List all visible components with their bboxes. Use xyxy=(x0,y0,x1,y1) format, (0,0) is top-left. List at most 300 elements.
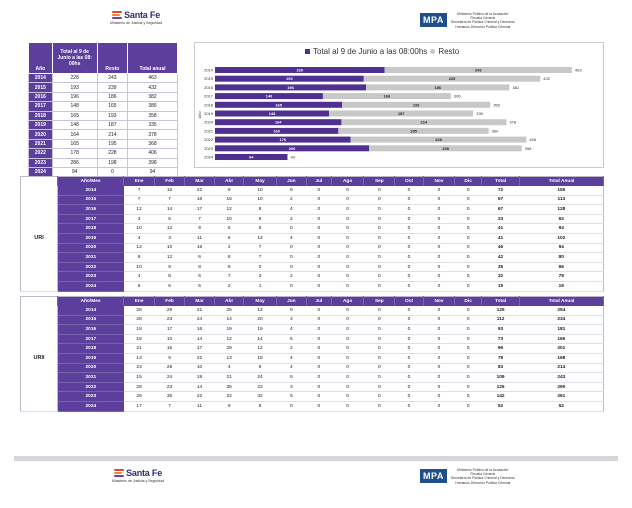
value-cell: 22 xyxy=(185,392,215,402)
summary-row xyxy=(29,149,178,158)
year-cell: 2015 xyxy=(58,195,124,205)
value-cell: 5 xyxy=(276,392,306,402)
month-header-cell: Ago xyxy=(331,297,364,307)
value-cell: 12 xyxy=(155,224,185,234)
month-header-cell: May xyxy=(244,177,277,187)
value-cell: 2 xyxy=(276,272,306,282)
value-cell: 254 xyxy=(520,306,604,315)
value-cell: 0 xyxy=(306,306,331,315)
value-cell: 25 xyxy=(215,306,244,315)
value-cell: 9 xyxy=(124,253,155,263)
value-cell: 9 xyxy=(276,306,306,315)
month-header-cell: Jul xyxy=(306,297,331,307)
value-cell: 0 xyxy=(306,353,331,363)
year-cell: 2017 xyxy=(58,214,124,224)
summary-year-cell: 2018 xyxy=(29,111,53,120)
bar-total-label: 432 xyxy=(543,76,550,82)
urii-table xyxy=(20,296,604,412)
value-cell: 8 xyxy=(244,401,277,411)
value-cell: 2 xyxy=(215,243,244,253)
bar-data-label: 187 xyxy=(397,111,405,116)
value-cell: 0 xyxy=(276,281,306,291)
value-cell: 10 xyxy=(244,195,277,205)
mpa-logo xyxy=(420,12,515,29)
summary-value-cell: 165 xyxy=(97,102,127,111)
year-cell: 2018 xyxy=(58,224,124,234)
value-cell: 0 xyxy=(423,353,455,363)
group-header-cell xyxy=(21,297,58,307)
value-cell: 0 xyxy=(423,224,455,234)
value-cell: 0 xyxy=(331,186,364,195)
value-cell: 0 xyxy=(455,382,482,392)
summary-year-cell: 2015 xyxy=(29,83,53,92)
value-cell: 13 xyxy=(124,353,155,363)
group-header-cell xyxy=(21,177,58,187)
summary-row xyxy=(29,74,178,83)
value-cell: 7 xyxy=(244,243,277,253)
value-cell: 0 xyxy=(455,262,482,272)
bar-data-label: 198 xyxy=(442,145,449,151)
value-cell: 168 xyxy=(520,353,604,363)
month-header-cell: Mar xyxy=(185,177,215,187)
value-cell: 79 xyxy=(482,353,520,363)
value-cell: 142 xyxy=(482,392,520,402)
value-cell: 0 xyxy=(306,401,331,411)
value-cell: 0 xyxy=(423,205,455,215)
value-cell: 6 xyxy=(276,373,306,383)
value-cell: 0 xyxy=(423,373,455,383)
value-cell: 28 xyxy=(124,382,155,392)
value-cell: 0 xyxy=(306,186,331,195)
value-cell: 0 xyxy=(423,262,455,272)
santafe-glyph-icon xyxy=(112,11,122,20)
month-header-cell: Abr xyxy=(215,297,244,307)
month-header-cell: Feb xyxy=(155,297,185,307)
value-cell: 78 xyxy=(520,272,604,282)
summary-value-cell: 198 xyxy=(97,158,127,167)
value-cell: 0 xyxy=(331,195,364,205)
y-tick-label: 2021 xyxy=(204,128,213,134)
value-cell: 0 xyxy=(455,363,482,373)
value-cell: 3 xyxy=(155,233,185,243)
value-cell: 16 xyxy=(155,186,185,195)
value-cell: 8 xyxy=(155,272,185,282)
table-row xyxy=(21,363,604,373)
value-cell: 46 xyxy=(482,243,520,253)
value-cell: 14 xyxy=(185,382,215,392)
value-cell: 0 xyxy=(455,243,482,253)
value-cell: 0 xyxy=(455,205,482,215)
value-cell: 0 xyxy=(306,382,331,392)
bar-total-label: 360 xyxy=(491,128,499,134)
summary-value-cell: 187 xyxy=(97,120,127,129)
value-cell: 3 xyxy=(276,315,306,325)
value-cell: 23 xyxy=(155,382,185,392)
value-cell: 0 xyxy=(423,233,455,243)
value-cell: 0 xyxy=(331,353,364,363)
bar-data-label: 165 xyxy=(275,102,282,108)
value-cell: 8 xyxy=(244,205,277,215)
value-cell: 0 xyxy=(364,373,395,383)
value-cell: 72 xyxy=(482,186,520,195)
value-cell: 0 xyxy=(395,224,423,234)
value-cell: 0 xyxy=(423,272,455,282)
value-cell: 0 xyxy=(364,334,395,344)
value-cell: 0 xyxy=(423,382,455,392)
value-cell: 21 xyxy=(215,373,244,383)
bar-data-label: 195 xyxy=(410,128,417,134)
value-cell: 21 xyxy=(124,344,155,354)
value-cell: 290 xyxy=(520,382,604,392)
value-cell: 0 xyxy=(364,205,395,215)
value-cell: 96 xyxy=(482,344,520,354)
month-header-cell: Feb xyxy=(155,177,185,187)
santafe-name: Santa Fe xyxy=(124,10,161,20)
year-cell: 2015 xyxy=(58,315,124,325)
value-cell: 7 xyxy=(124,195,155,205)
month-header-cell: Nov xyxy=(423,297,455,307)
value-cell: 0 xyxy=(423,306,455,315)
chart-svg xyxy=(195,43,603,167)
value-cell: 2 xyxy=(215,281,244,291)
value-cell: 0 xyxy=(306,373,331,383)
value-cell: 0 xyxy=(276,253,306,263)
value-cell: 0 xyxy=(423,253,455,263)
value-cell: 12 xyxy=(215,205,244,215)
value-cell: 109 xyxy=(482,373,520,383)
value-cell: 0 xyxy=(331,325,364,335)
value-cell: 10 xyxy=(124,224,155,234)
table-row xyxy=(21,272,604,282)
table-row xyxy=(21,344,604,354)
value-cell: 28 xyxy=(155,363,185,373)
value-cell: 126 xyxy=(482,382,520,392)
summary-value-cell: 94 xyxy=(128,167,178,176)
santafe-logo xyxy=(110,10,162,25)
value-cell: 0 xyxy=(395,315,423,325)
value-cell: 8 xyxy=(276,186,306,195)
summary-year-cell: 2017 xyxy=(29,102,53,111)
value-cell: 0 xyxy=(423,186,455,195)
table-row xyxy=(21,325,604,335)
value-cell: 0 xyxy=(423,392,455,402)
summary-value-cell: 196 xyxy=(52,92,97,101)
month-header-cell: Total xyxy=(482,177,520,187)
value-cell: 0 xyxy=(364,195,395,205)
value-cell: 0 xyxy=(331,363,364,373)
value-cell: 73 xyxy=(482,334,520,344)
summary-value-cell: 463 xyxy=(128,74,178,83)
value-cell: 12 xyxy=(244,344,277,354)
month-header-cell: Oct xyxy=(395,177,423,187)
bar-data-label: 176 xyxy=(279,137,287,143)
bar-data-label: 243 xyxy=(474,67,482,73)
value-cell: 0 xyxy=(331,315,364,325)
footer-mpa-logo xyxy=(420,468,515,485)
value-cell: 16 xyxy=(185,195,215,205)
bar-data-label: 160 xyxy=(273,128,281,134)
value-cell: 8 xyxy=(215,253,244,263)
bar-total-label: 378 xyxy=(509,119,517,125)
value-cell: 42 xyxy=(482,253,520,263)
y-tick-label: 2024 xyxy=(204,154,213,160)
value-cell: 0 xyxy=(395,344,423,354)
value-cell: 52 xyxy=(520,401,604,411)
table-row xyxy=(21,195,604,205)
legend-rest-label: Resto xyxy=(438,47,460,56)
value-cell: 24 xyxy=(155,373,185,383)
bar-total-label: 463 xyxy=(574,67,582,73)
value-cell: 0 xyxy=(395,272,423,282)
value-cell: 6 xyxy=(185,253,215,263)
value-cell: 18 xyxy=(244,353,277,363)
value-cell: 0 xyxy=(455,392,482,402)
summary-row xyxy=(29,102,178,111)
value-cell: 0 xyxy=(395,195,423,205)
value-cell: 35 xyxy=(155,392,185,402)
value-cell: 0 xyxy=(331,344,364,354)
summary-value-cell: 406 xyxy=(128,149,178,158)
summary-row xyxy=(29,111,178,120)
value-cell: 0 xyxy=(423,243,455,253)
y-tick-label: 2016 xyxy=(204,84,213,90)
value-cell: 6 xyxy=(244,214,277,224)
value-cell: 15 xyxy=(215,195,244,205)
year-cell: 2020 xyxy=(58,363,124,373)
y-tick-label: 2018 xyxy=(204,102,213,108)
value-cell: 23 xyxy=(155,315,185,325)
value-cell: 94 xyxy=(520,224,604,234)
value-cell: 0 xyxy=(395,214,423,224)
value-cell: 0 xyxy=(395,306,423,315)
footer-mpa-lines: Ministerio Público de la Acusación Fiscalía General Secretaría de Política Criminal y Derechos Humanos Dirección Política Criminal xyxy=(450,468,515,485)
value-cell: 0 xyxy=(306,262,331,272)
value-cell: 0 xyxy=(306,233,331,243)
month-header-cell: Jul xyxy=(306,177,331,187)
value-cell: 7 xyxy=(155,195,185,205)
summary-header-total: Total anual xyxy=(128,43,178,74)
month-header-cell: Total Anual xyxy=(520,297,604,307)
value-cell: 62 xyxy=(520,214,604,224)
value-cell: 0 xyxy=(331,281,364,291)
summary-value-cell: 432 xyxy=(128,83,178,92)
value-cell: 52 xyxy=(482,401,520,411)
summary-row xyxy=(29,139,178,148)
table-row xyxy=(21,224,604,234)
value-cell: 0 xyxy=(395,243,423,253)
summary-year-cell: 2014 xyxy=(29,74,53,83)
summary-value-cell: 368 xyxy=(128,139,178,148)
year-cell: 2024 xyxy=(58,401,124,411)
value-cell: 20 xyxy=(244,315,277,325)
summary-year-cell: 2020 xyxy=(29,130,53,139)
value-cell: 17 xyxy=(185,205,215,215)
value-cell: 0 xyxy=(306,344,331,354)
footer-divider xyxy=(14,456,618,461)
value-cell: 0 xyxy=(423,195,455,205)
year-cell: 2024 xyxy=(58,281,124,291)
value-cell: 4 xyxy=(124,272,155,282)
value-cell: 4 xyxy=(276,233,306,243)
value-cell: 0 xyxy=(455,214,482,224)
value-cell: 112 xyxy=(482,315,520,325)
value-cell: 57 xyxy=(482,195,520,205)
value-cell: 0 xyxy=(395,186,423,195)
summary-row xyxy=(29,158,178,167)
month-header-cell: Dic xyxy=(455,177,482,187)
value-cell: 0 xyxy=(455,325,482,335)
chart-panel xyxy=(194,42,604,168)
summary-header-year: Año xyxy=(29,43,53,74)
value-cell: 28 xyxy=(124,315,155,325)
month-header-cell: Abr xyxy=(215,177,244,187)
month-header-cell: Ene xyxy=(124,297,155,307)
value-cell: 0 xyxy=(244,262,277,272)
summary-value-cell: 164 xyxy=(52,130,97,139)
group-label: URI xyxy=(21,186,58,291)
summary-row xyxy=(29,92,178,101)
value-cell: 12 xyxy=(124,205,155,215)
y-tick-label: 2014 xyxy=(204,67,213,73)
value-cell: 6 xyxy=(185,272,215,282)
value-cell: 0 xyxy=(364,243,395,253)
value-cell: 0 xyxy=(306,363,331,373)
value-cell: 0 xyxy=(395,392,423,402)
value-cell: 0 xyxy=(423,281,455,291)
bar-data-label: 214 xyxy=(420,119,428,125)
table-row xyxy=(21,205,604,215)
value-cell: 0 xyxy=(331,214,364,224)
value-cell: 14 xyxy=(185,334,215,344)
summary-year-cell: 2023 xyxy=(29,158,53,167)
value-cell: 0 xyxy=(423,344,455,354)
value-cell: 22 xyxy=(185,186,215,195)
footer-santafe-subtitle: Ministerio de Justicia y Seguridad xyxy=(112,479,165,483)
value-cell: 10 xyxy=(215,214,244,224)
value-cell: 24 xyxy=(244,373,277,383)
value-cell: 2 xyxy=(276,214,306,224)
value-cell: 0 xyxy=(364,392,395,402)
value-cell: 0 xyxy=(455,233,482,243)
value-cell: 19 xyxy=(185,373,215,383)
value-cell: 0 xyxy=(395,382,423,392)
value-cell: 11 xyxy=(185,401,215,411)
summary-value-cell: 228 xyxy=(97,149,127,158)
summary-value-cell: 243 xyxy=(97,74,127,83)
value-cell: 6 xyxy=(215,233,244,243)
month-header-cell: Total Anual xyxy=(520,177,604,187)
value-cell: 0 xyxy=(455,281,482,291)
summary-value-cell: 165 xyxy=(52,111,97,120)
value-cell: 0 xyxy=(276,262,306,272)
value-cell: 4 xyxy=(276,325,306,335)
value-cell: 0 xyxy=(395,334,423,344)
table-row xyxy=(21,186,604,195)
value-cell: 0 xyxy=(306,205,331,215)
value-cell: 15 xyxy=(155,344,185,354)
value-cell: 11 xyxy=(185,233,215,243)
value-cell: 0 xyxy=(364,214,395,224)
year-cell: 2022 xyxy=(58,382,124,392)
santafe-subtitle: Ministerio de Justicia y Seguridad xyxy=(110,21,163,25)
month-header-cell: Año\Mes xyxy=(58,177,124,187)
value-cell: 0 xyxy=(364,325,395,335)
summary-value-cell: 165 xyxy=(52,139,97,148)
bar-data-label: 220 xyxy=(296,67,304,73)
value-cell: 9 xyxy=(215,186,244,195)
value-cell: 0 xyxy=(306,392,331,402)
value-cell: 4 xyxy=(276,205,306,215)
value-cell: 10 xyxy=(244,186,277,195)
value-cell: 0 xyxy=(331,253,364,263)
value-cell: 0 xyxy=(423,334,455,344)
summary-value-cell: 286 xyxy=(52,158,97,167)
value-cell: 4 xyxy=(276,363,306,373)
summary-value-cell: 398 xyxy=(128,158,178,167)
value-cell: 67 xyxy=(482,205,520,215)
value-cell: 18 xyxy=(124,325,155,335)
value-cell: 32 xyxy=(244,392,277,402)
value-cell: 17 xyxy=(124,401,155,411)
value-cell: 15 xyxy=(124,373,155,383)
bar-data-label: 193 xyxy=(286,76,293,82)
value-cell: 0 xyxy=(455,224,482,234)
summary-header-rest: Resto xyxy=(97,43,127,74)
value-cell: 0 xyxy=(423,401,455,411)
table-row xyxy=(21,233,604,243)
value-cell: 0 xyxy=(306,325,331,335)
value-cell: 29 xyxy=(155,306,185,315)
value-cell: 155 xyxy=(520,186,604,195)
value-cell: 0 xyxy=(331,392,364,402)
month-header-cell: Jun xyxy=(276,177,306,187)
value-cell: 0 xyxy=(364,363,395,373)
value-cell: 0 xyxy=(455,195,482,205)
value-cell: 19 xyxy=(482,281,520,291)
year-cell: 2014 xyxy=(58,306,124,315)
summary-row xyxy=(29,83,178,92)
value-cell: 5 xyxy=(185,281,215,291)
value-cell: 201 xyxy=(520,344,604,354)
month-header-cell: Año\Mes xyxy=(58,297,124,307)
value-cell: 13 xyxy=(244,233,277,243)
y-tick-label: 2023 xyxy=(204,145,213,151)
value-cell: 0 xyxy=(395,233,423,243)
value-cell: 23 xyxy=(124,363,155,373)
value-cell: 16 xyxy=(185,325,215,335)
value-cell: 0 xyxy=(395,363,423,373)
mpa-abbr: MPA xyxy=(420,13,447,27)
value-cell: 9 xyxy=(185,224,215,234)
mpa-lines: Ministerio Público de la Acusación Fiscalía General Secretaría de Política Criminal y Derechos Humanos Dirección Política Criminal xyxy=(450,12,515,29)
value-cell: 0 xyxy=(364,253,395,263)
year-cell: 2019 xyxy=(58,353,124,363)
bar-data-label: 140 xyxy=(265,93,273,99)
value-cell: 9 xyxy=(155,353,185,363)
value-cell: 0 xyxy=(455,373,482,383)
value-cell: 0 xyxy=(423,363,455,373)
value-cell: 12 xyxy=(124,243,155,253)
y-tick-label: 2022 xyxy=(204,137,213,143)
value-cell: 0 xyxy=(395,281,423,291)
value-cell: 22 xyxy=(185,353,215,363)
value-cell: 0 xyxy=(364,344,395,354)
value-cell: 0 xyxy=(364,224,395,234)
year-cell: 2017 xyxy=(58,334,124,344)
month-header-cell: Sep xyxy=(364,297,395,307)
table-row xyxy=(21,306,604,315)
value-cell: 33 xyxy=(482,214,520,224)
